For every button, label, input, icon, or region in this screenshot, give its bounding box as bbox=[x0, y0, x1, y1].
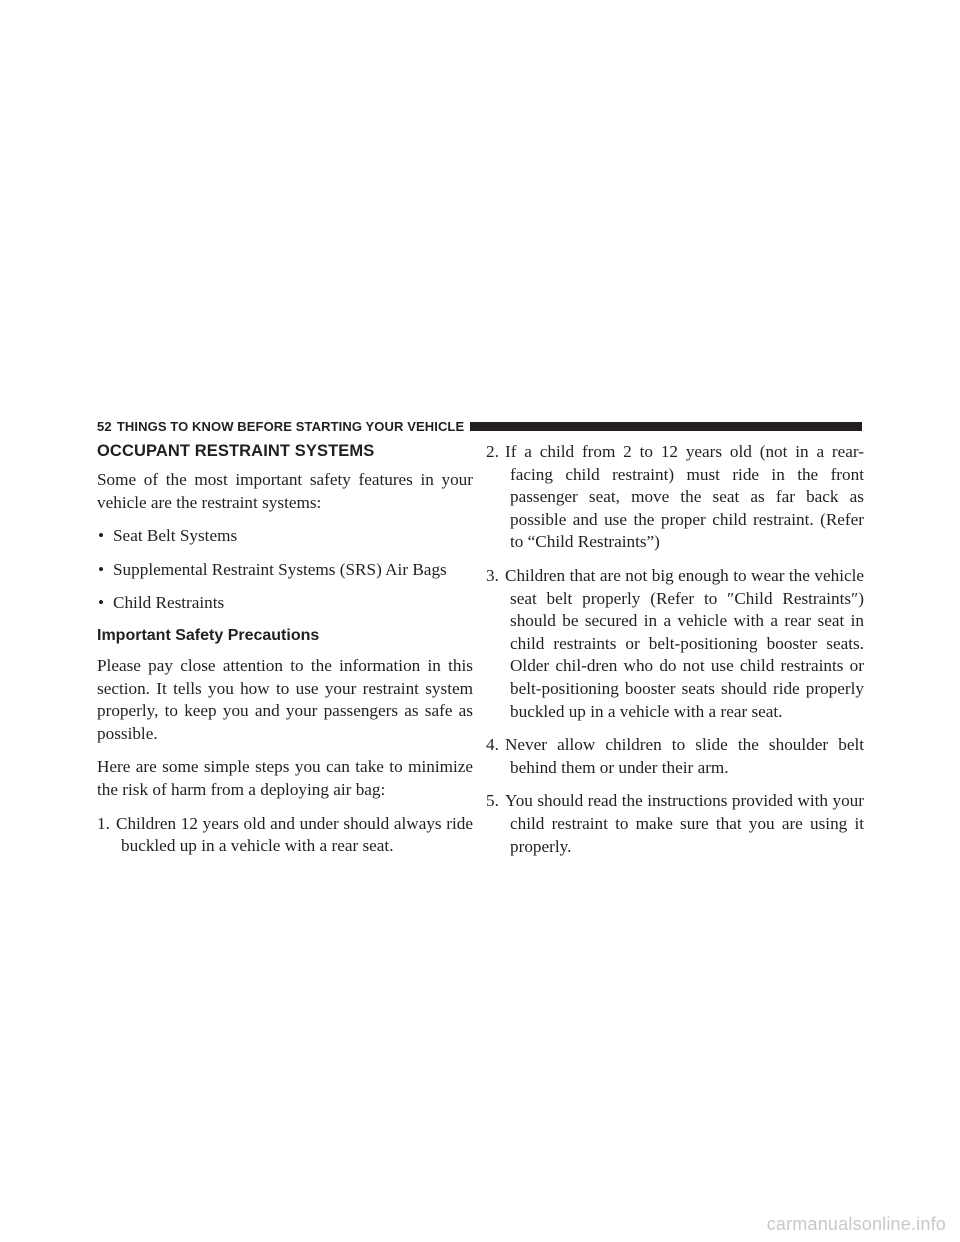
list-item-text: Child Restraints bbox=[113, 593, 225, 613]
list-item-text: Supplemental Restraint Systems (SRS) Air Bags bbox=[113, 559, 447, 579]
intro-paragraph: Some of the most important safety features in your vehicle are the restraint systems: bbox=[97, 470, 473, 512]
step-item bbox=[486, 441, 864, 554]
left-column bbox=[97, 441, 473, 869]
step-text: Children that are not big enough to wear the vehicle seat belt properly (Refer to ″Child Restraints″) should be secured in a vehicle with a rear seat in child restraints or belt-positioning booster seats. Older chil-dren who do not use child restraints or belt-positioning booster seats should ride properly buckled up in a vehicle with a rear seat. bbox=[505, 565, 864, 721]
step-number: 5. bbox=[486, 791, 499, 811]
step-number: 3. bbox=[486, 565, 499, 585]
step-item bbox=[486, 790, 864, 858]
section-title: THINGS TO KNOW BEFORE STARTING YOUR VEHICLE bbox=[116, 418, 465, 434]
step-text: You should read the instructions provided with your child restraint to make sure that you are using it properly. bbox=[505, 791, 864, 856]
step-number: 2. bbox=[486, 442, 499, 461]
right-column bbox=[486, 441, 864, 869]
header-rule bbox=[470, 422, 862, 431]
page-number: 52 bbox=[97, 418, 112, 434]
step-number: 1. bbox=[97, 813, 110, 833]
steps-list-right bbox=[486, 441, 864, 858]
restraint-systems-list bbox=[97, 525, 473, 615]
main-heading: OCCUPANT RESTRAINT SYSTEMS bbox=[97, 442, 375, 460]
step-item bbox=[486, 734, 864, 779]
step-text: Children 12 years old and under should always ride buckled up in a vehicle with a rear seat. bbox=[116, 813, 473, 856]
step-number: 4. bbox=[486, 735, 499, 755]
step-item bbox=[486, 565, 864, 723]
step-text: If a child from 2 to 12 years old (not in a rear-facing child restraint) must ride in the front passenger seat, move the seat as far back as possible and use the proper child restraint. (Refer to “Child Restraints”) bbox=[505, 442, 864, 552]
steps-intro-paragraph: Here are some simple steps you can take to minimize the risk of harm from a deploying air bag: bbox=[97, 757, 473, 799]
step-item bbox=[97, 813, 473, 858]
list-item bbox=[97, 559, 473, 582]
bullet-icon: • bbox=[98, 593, 105, 613]
steps-list-left bbox=[97, 813, 473, 858]
watermark: carmanualsonline.info bbox=[766, 1214, 946, 1234]
step-text: Never allow children to slide the shoulder belt behind them or under their arm. bbox=[505, 735, 864, 777]
precautions-paragraph: Please pay close attention to the information in this section. It tells you how to use your restraint system properly, to keep you and your passengers as safe as possible. bbox=[97, 655, 473, 743]
running-header bbox=[97, 417, 862, 435]
list-item-text: Seat Belt Systems bbox=[113, 526, 238, 546]
bullet-icon: • bbox=[98, 559, 105, 579]
sub-heading: Important Safety Precautions bbox=[97, 626, 320, 644]
bullet-icon: • bbox=[98, 526, 105, 546]
list-item bbox=[97, 592, 473, 615]
list-item bbox=[97, 525, 473, 548]
